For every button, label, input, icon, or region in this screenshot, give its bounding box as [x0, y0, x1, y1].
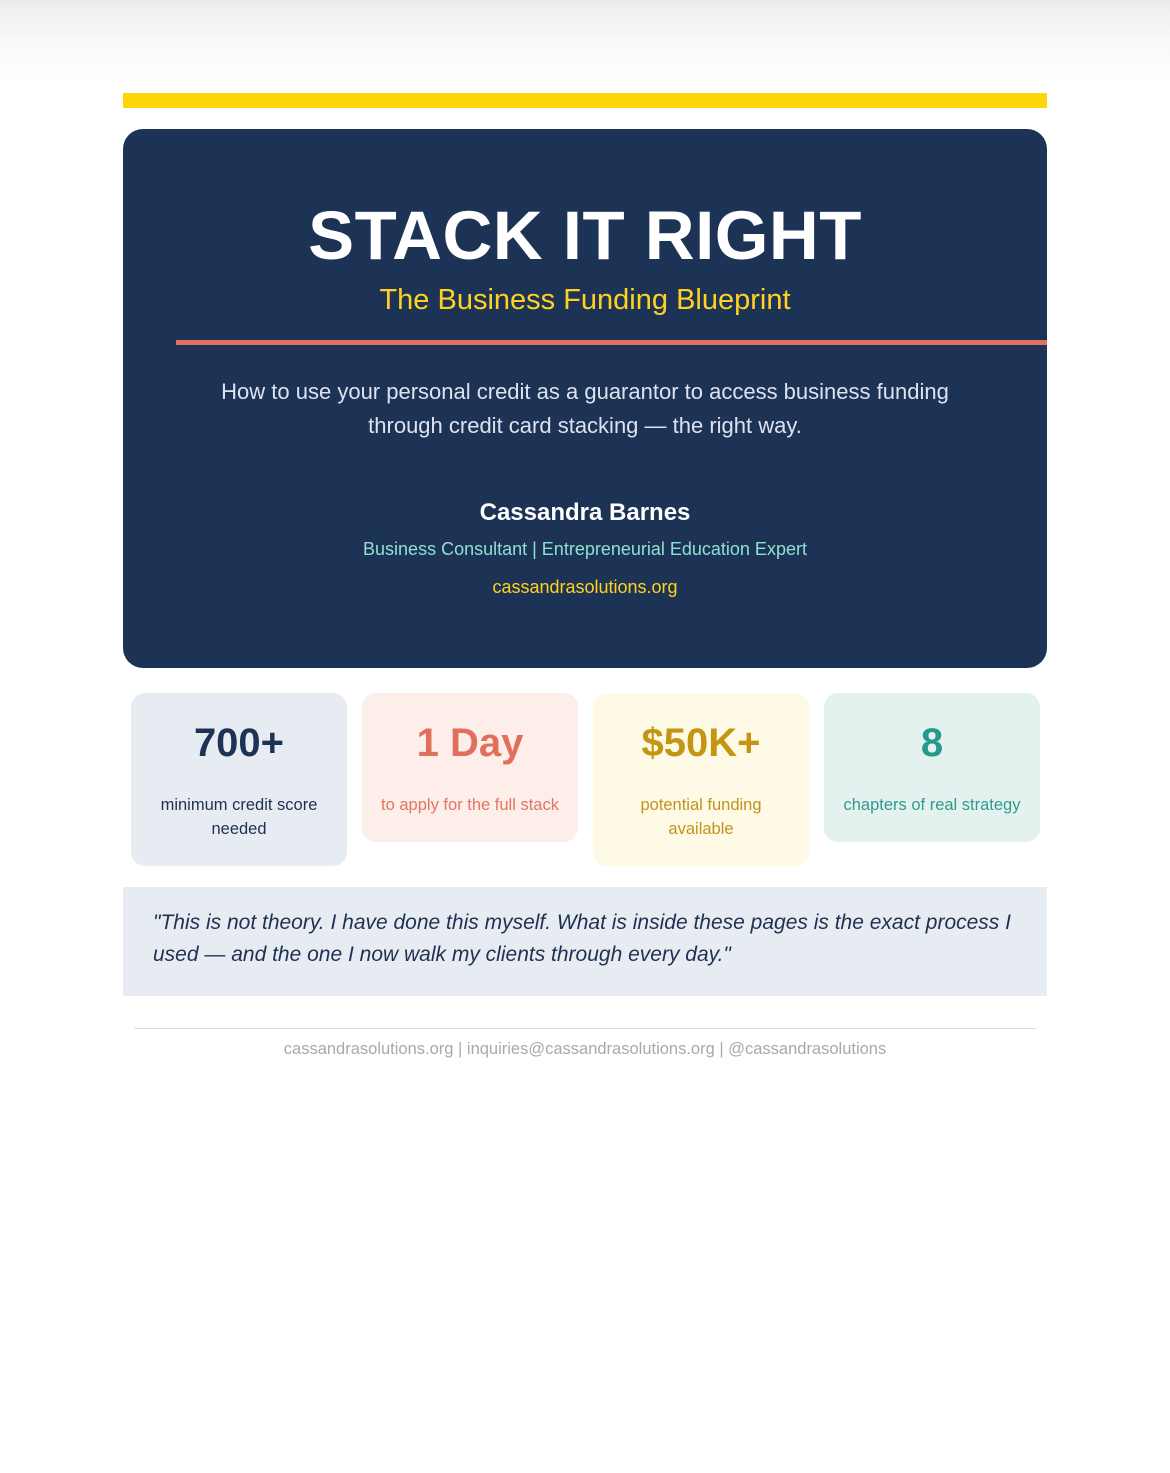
hero-divider: [176, 340, 1047, 345]
top-accent-bar: [123, 93, 1047, 108]
stat-value: 700+: [193, 721, 285, 765]
quote-line: used — and the one I now walk my clients through every day.": [153, 943, 731, 966]
hero-description: [0, 375, 1170, 443]
author-website-link[interactable]: cassandrasolutions.org: [492, 577, 678, 597]
stat-label-line: chapters of real strategy: [843, 796, 1021, 814]
author-role: Business Consultant | Entrepreneurial Education Expert: [363, 539, 807, 559]
page-title: STACK IT RIGHT: [308, 197, 862, 274]
stat-card-credit-score: [131, 693, 347, 866]
stat-value: $50K+: [641, 721, 761, 765]
author-name: Cassandra Barnes: [479, 499, 691, 526]
stat-label: [603, 793, 799, 841]
footer-divider: [134, 1028, 1036, 1029]
stat-label: [372, 793, 568, 817]
page-subtitle: The Business Funding Blueprint: [379, 284, 791, 316]
stat-value: 1 Day: [416, 721, 524, 765]
footer-contact: cassandrasolutions.org | inquiries@cassandrasolutions.org | @cassandrasolutions: [283, 1040, 887, 1058]
stat-value: 8: [920, 721, 944, 765]
stat-card-chapters: [824, 693, 1040, 842]
quote-line: "This is not theory. I have done this myself. What is inside these pages is the exact process I: [153, 911, 1011, 934]
hero-description-line: through credit card stacking — the right way.: [368, 413, 802, 438]
stat-label-line: to apply for the full stack: [381, 796, 559, 814]
page-top-shade: [0, 0, 1170, 80]
stat-label-line: needed: [211, 820, 267, 838]
stat-label: [141, 793, 337, 841]
stat-label: [834, 793, 1030, 817]
stat-label-line: minimum credit score: [160, 796, 318, 814]
quote-text: [153, 907, 1033, 971]
testimonial-quote: [123, 887, 1047, 996]
stat-card-apply-time: [362, 693, 578, 842]
stat-card-funding: [593, 693, 809, 866]
stat-label-line: potential funding: [640, 796, 762, 814]
hero-description-line: How to use your personal credit as a guarantor to access business funding: [221, 379, 949, 404]
stat-label-line: available: [668, 820, 734, 838]
